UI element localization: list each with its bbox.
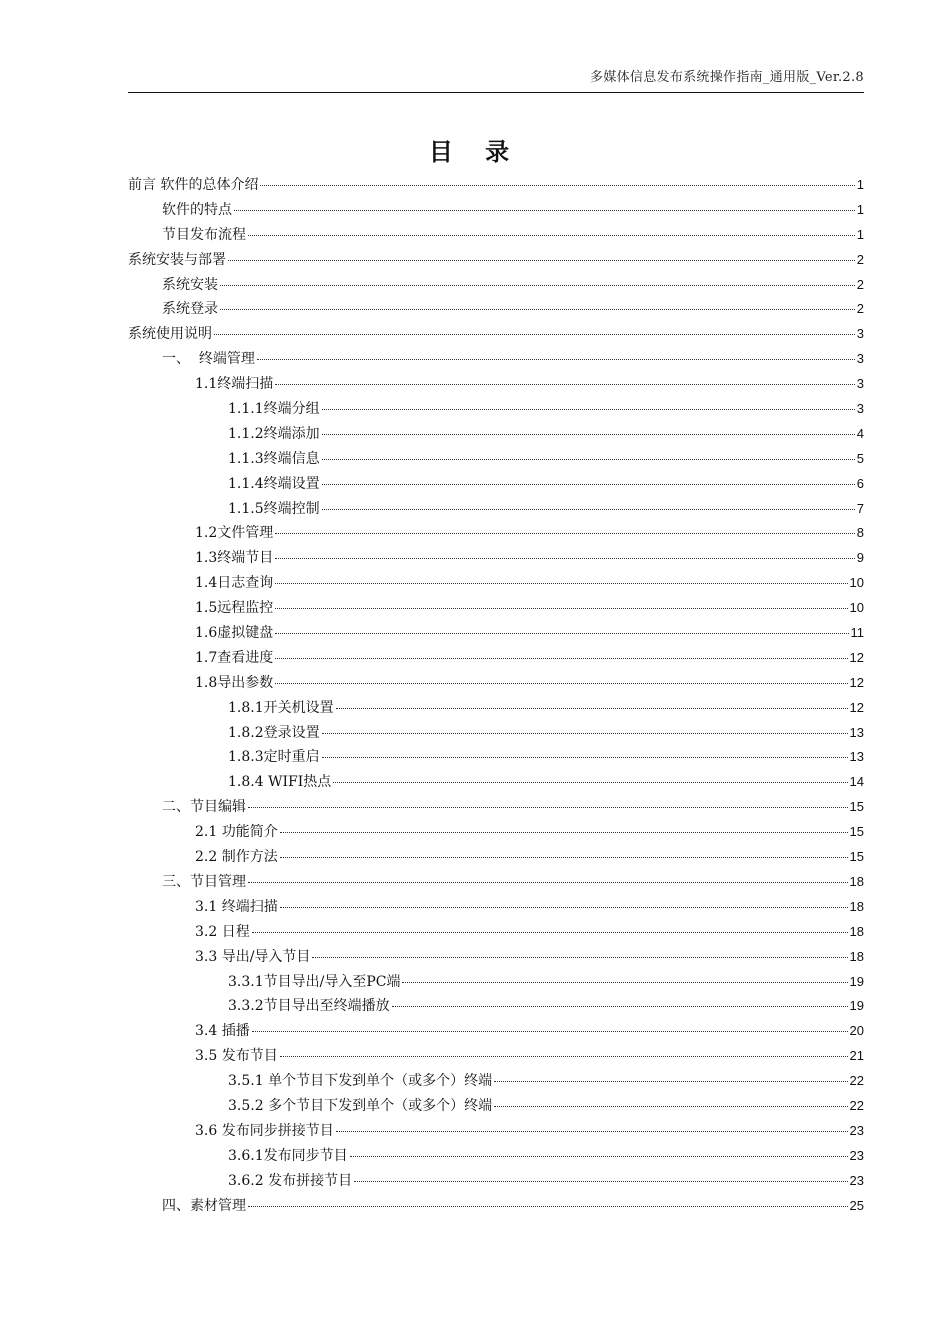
toc-entry[interactable]	[128, 721, 864, 746]
toc-page-number: 18	[849, 873, 864, 889]
toc-dot-leader	[275, 384, 855, 385]
toc-entry-text: 3.3.1节目导出/导入至PC端	[228, 973, 401, 990]
toc-entry-text: 1.8.1开关机设置	[228, 699, 334, 716]
toc-page-number: 13	[849, 724, 864, 740]
toc-dot-leader	[248, 807, 848, 808]
toc-dot-leader	[280, 832, 848, 833]
toc-dot-leader	[336, 708, 848, 709]
toc-entry-text: 3.5.2 多个节目下发到单个（或多个）终端	[228, 1097, 493, 1114]
toc-page-number: 15	[849, 824, 864, 840]
toc-dot-leader	[336, 1131, 848, 1132]
toc-page-number: 2	[856, 276, 864, 292]
toc-page-number: 10	[849, 575, 864, 591]
toc-entry[interactable]	[128, 297, 864, 322]
toc-page-number: 2	[856, 251, 864, 267]
toc-entry-text: 系统安装与部署	[128, 251, 226, 268]
toc-page-number: 14	[849, 774, 864, 790]
toc-page-number: 12	[849, 674, 864, 690]
toc-entry-text: 3.5 发布节目	[195, 1048, 278, 1065]
toc-dot-leader	[322, 409, 855, 410]
toc-page-number: 1	[856, 201, 864, 217]
toc-dot-leader	[248, 235, 855, 236]
toc-page-number: 5	[856, 450, 864, 466]
toc-entry-text: 3.5.1 单个节目下发到单个（或多个）终端	[228, 1073, 493, 1090]
toc-page-number: 3	[856, 326, 864, 342]
toc-page-number: 15	[849, 799, 864, 815]
toc-entry[interactable]	[128, 1194, 864, 1219]
toc-entry[interactable]	[128, 671, 864, 696]
toc-page-number: 15	[849, 849, 864, 865]
toc-entry-text: 1.8.2登录设置	[228, 724, 320, 741]
toc-entry[interactable]	[128, 322, 864, 347]
toc-entry-text: 1.5远程监控	[195, 600, 274, 617]
toc-entry[interactable]	[128, 347, 864, 372]
toc-entry[interactable]	[128, 1094, 864, 1119]
toc-entry-text: 二、节目编辑	[162, 799, 246, 816]
toc-entry-text: 2.1 功能简介	[195, 824, 278, 841]
toc-dot-leader	[280, 907, 848, 908]
toc-entry[interactable]	[128, 472, 864, 497]
toc-page-number: 11	[850, 625, 864, 641]
toc-entry[interactable]	[128, 770, 864, 795]
toc-entry[interactable]	[128, 820, 864, 845]
toc-entry-text: 1.4日志查询	[195, 575, 274, 592]
toc-entry[interactable]	[128, 273, 864, 298]
toc-entry-text: 3.1 终端扫描	[195, 898, 278, 915]
toc-title: 目 录	[428, 137, 522, 166]
toc-entry-text: 系统安装	[162, 276, 218, 293]
toc-page-number: 18	[849, 898, 864, 914]
toc-entry[interactable]	[128, 596, 864, 621]
toc-dot-leader	[494, 1081, 847, 1082]
toc-dot-leader	[280, 857, 848, 858]
toc-page-number: 23	[849, 1147, 864, 1163]
toc-entry[interactable]	[128, 1144, 864, 1169]
toc-page-number: 8	[856, 525, 864, 541]
toc-page-number: 3	[856, 376, 864, 392]
toc-entry-text: 3.6.2 发布拼接节目	[228, 1172, 353, 1189]
toc-entry[interactable]	[128, 920, 864, 945]
toc-entry-text: 1.7查看进度	[195, 649, 274, 666]
toc-dot-leader	[228, 260, 855, 261]
toc-page-number: 4	[856, 425, 864, 441]
toc-entry[interactable]	[128, 994, 864, 1019]
toc-page-number: 12	[849, 649, 864, 665]
toc-entry[interactable]	[128, 422, 864, 447]
toc-page-number: 18	[849, 923, 864, 939]
toc-page-number: 22	[849, 1097, 864, 1113]
toc-entry[interactable]	[128, 1069, 864, 1094]
toc-entry-text: 三、节目管理	[162, 873, 246, 890]
toc-entry-text: 1.1.4终端设置	[228, 475, 320, 492]
toc-entry-text: 系统登录	[162, 301, 218, 318]
toc-dot-leader	[275, 658, 847, 659]
toc-dot-leader	[248, 882, 848, 883]
toc-page-number: 3	[856, 401, 864, 417]
toc-dot-leader	[354, 1181, 847, 1182]
header-rule	[128, 92, 864, 93]
toc-entry[interactable]	[128, 248, 864, 273]
toc-dot-leader	[275, 533, 855, 534]
toc-entry[interactable]	[128, 945, 864, 970]
toc-entry[interactable]	[128, 895, 864, 920]
toc-page-number: 1	[856, 226, 864, 242]
toc-entry[interactable]	[128, 1169, 864, 1194]
toc-dot-leader	[392, 1006, 848, 1007]
toc-entry[interactable]	[128, 173, 864, 198]
toc-entry-text: 1.6虚拟键盘	[195, 625, 274, 642]
toc-entry-text: 1.8导出参数	[195, 674, 274, 691]
toc-entry[interactable]	[128, 795, 864, 820]
toc-entry[interactable]	[128, 571, 864, 596]
toc-dot-leader	[252, 1031, 848, 1032]
toc-dot-leader	[322, 434, 855, 435]
toc-entry[interactable]	[128, 621, 864, 646]
toc-dot-leader	[257, 359, 855, 360]
toc-entry[interactable]	[128, 745, 864, 770]
toc-dot-leader	[234, 210, 855, 211]
toc-entry-text: 3.3 导出/导入节目	[195, 948, 311, 965]
toc-dot-leader	[248, 1206, 848, 1207]
toc-entry-text: 1.1.5终端控制	[228, 500, 320, 517]
toc-entry[interactable]	[128, 521, 864, 546]
toc-page-number: 23	[849, 1122, 864, 1138]
toc-page-number: 20	[849, 1023, 864, 1039]
toc-entry[interactable]	[128, 845, 864, 870]
toc-entry-text: 1.1.1终端分组	[228, 401, 320, 418]
toc-page-number: 12	[849, 699, 864, 715]
toc-entry[interactable]	[128, 1019, 864, 1044]
toc-entry[interactable]	[128, 1119, 864, 1144]
toc-dot-leader	[275, 558, 855, 559]
toc-dot-leader	[322, 484, 855, 485]
toc-page-number: 21	[849, 1048, 864, 1064]
toc-dot-leader	[275, 608, 847, 609]
toc-dot-leader	[494, 1106, 847, 1107]
toc-entry[interactable]	[128, 497, 864, 522]
toc-dot-leader	[275, 583, 847, 584]
toc-entry-text: 一、 终端管理	[162, 351, 255, 368]
toc-dot-leader	[402, 982, 847, 983]
toc-entry-text: 3.6 发布同步拼接节目	[195, 1122, 334, 1139]
toc-entry-text: 1.8.3定时重启	[228, 749, 320, 766]
toc-dot-leader	[322, 509, 855, 510]
toc-page-number: 1	[856, 177, 864, 192]
toc-entry-text: 3.3.2节目导出至终端播放	[228, 998, 390, 1015]
toc-dot-leader	[322, 757, 848, 758]
table-of-contents	[128, 173, 864, 1218]
toc-entry[interactable]	[128, 198, 864, 223]
toc-page-number: 6	[856, 475, 864, 491]
toc-entry-text: 3.6.1发布同步节目	[228, 1147, 348, 1164]
toc-entry-text: 系统使用说明	[128, 326, 212, 343]
toc-page-number: 19	[849, 998, 864, 1014]
toc-page-number: 3	[856, 351, 864, 367]
toc-entry-text: 四、素材管理	[162, 1197, 246, 1214]
toc-entry-text: 1.1终端扫描	[195, 376, 274, 393]
toc-entry[interactable]	[128, 397, 864, 422]
toc-dot-leader	[350, 1156, 848, 1157]
toc-dot-leader	[280, 1056, 848, 1057]
running-header: 多媒体信息发布系统操作指南_通用版_Ver.2.8	[590, 70, 864, 85]
toc-entry[interactable]	[128, 223, 864, 248]
toc-entry[interactable]	[128, 970, 864, 995]
toc-entry-text: 1.1.3终端信息	[228, 450, 320, 467]
toc-entry-text: 3.2 日程	[195, 923, 250, 940]
toc-dot-leader	[333, 782, 847, 783]
toc-page-number: 25	[849, 1197, 864, 1213]
toc-dot-leader	[260, 185, 854, 186]
toc-entry-text: 1.2文件管理	[195, 525, 274, 542]
toc-dot-leader	[322, 459, 855, 460]
toc-dot-leader	[312, 957, 847, 958]
toc-page-number: 2	[856, 301, 864, 317]
toc-dot-leader	[322, 733, 848, 734]
toc-page-number: 22	[849, 1073, 864, 1089]
toc-page-number: 7	[856, 500, 864, 516]
toc-page-number: 23	[849, 1172, 864, 1188]
toc-entry-text: 1.8.4 WIFI热点	[228, 774, 332, 791]
toc-entry-text: 软件的特点	[162, 201, 232, 218]
toc-dot-leader	[275, 633, 848, 634]
toc-dot-leader	[220, 309, 855, 310]
toc-entry-text: 1.3终端节目	[195, 550, 274, 567]
toc-entry-text: 1.1.2终端添加	[228, 425, 320, 442]
toc-entry[interactable]	[128, 447, 864, 472]
toc-entry-text: 2.2 制作方法	[195, 849, 278, 866]
toc-entry-text: 3.4 插播	[195, 1023, 250, 1040]
toc-entry[interactable]	[128, 372, 864, 397]
toc-entry[interactable]	[128, 646, 864, 671]
toc-dot-leader	[252, 932, 848, 933]
toc-dot-leader	[214, 334, 855, 335]
toc-page-number: 13	[849, 749, 864, 765]
toc-entry[interactable]	[128, 696, 864, 721]
toc-page-number: 19	[849, 973, 864, 989]
toc-page-number: 18	[849, 948, 864, 964]
toc-page-number: 9	[856, 550, 864, 566]
toc-entry[interactable]	[128, 546, 864, 571]
toc-dot-leader	[220, 285, 855, 286]
toc-dot-leader	[275, 683, 847, 684]
toc-page-number: 10	[849, 600, 864, 616]
toc-entry-text: 前言 软件的总体介绍	[128, 177, 259, 193]
toc-entry[interactable]	[128, 870, 864, 895]
toc-entry[interactable]	[128, 1044, 864, 1069]
toc-entry-text: 节目发布流程	[162, 226, 246, 243]
